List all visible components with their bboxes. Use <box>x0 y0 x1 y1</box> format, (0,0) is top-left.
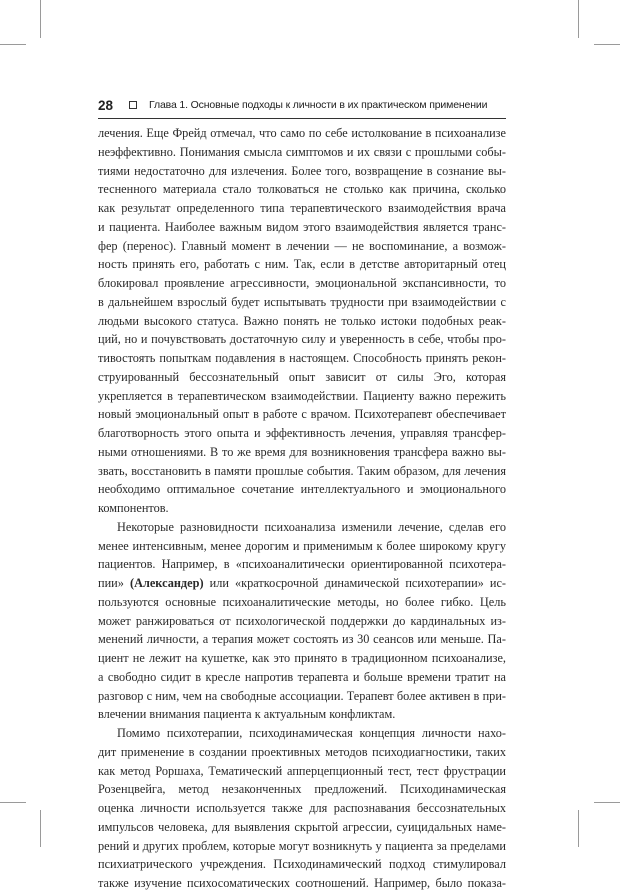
text-line: также изучение психосоматических соотношений. Например, было показа- <box>98 876 506 890</box>
text-line: фер (перенос). Главный момент в лечении — не воспоминание, а возмож- <box>98 238 506 253</box>
text-line: в дальнейшем взрослый будет испытывать трудности при взаимодействии с <box>98 294 506 309</box>
text-line: необходимо оптимальное сочетание интеллектуального и эмоционального <box>98 482 506 497</box>
crop-mark <box>40 0 41 38</box>
crop-mark <box>594 44 620 45</box>
text-line: влечении внимания пациента к актуальным конфликтам. <box>98 707 396 722</box>
text-line: тивостоять попыткам подавления в настоящем. Способность принять рекон- <box>98 351 506 365</box>
text-line: тесненного материала стало толковаться не столько как причина, сколько <box>98 182 506 197</box>
crop-mark <box>578 0 579 38</box>
body-text <box>98 124 506 893</box>
crop-mark <box>578 810 579 847</box>
crop-mark <box>594 802 620 803</box>
paragraph-1 <box>98 124 506 518</box>
square-bullet-icon <box>129 101 137 109</box>
text-line: ными отношениями. В то же время для возникновения трансфера важно вы- <box>98 444 506 459</box>
crop-mark <box>40 810 41 847</box>
text-line: а свободно сидит в кресле напротив терапевта и больше времени тратит на <box>98 669 506 684</box>
text-line: менений личности, а терапия может состоять из 30 сеансов или меньше. Па- <box>98 632 506 647</box>
text-line: укрепляется в терапевтическом взаимодействии. Пациенту важно пережить <box>98 388 506 403</box>
text-line: людьми высокого статуса. Важно понять не только истоки подобных реак- <box>98 313 506 328</box>
header-rule <box>98 118 506 119</box>
text-line: менее интенсивным, менее дорогим и применимым к более широкому кругу <box>98 538 506 553</box>
text-line: компонентов. <box>98 501 169 515</box>
text-line: как результат определенного типа терапевтического взаимодействия врача <box>98 201 506 215</box>
text-line: лечения. Еще Фрейд отмечал, что само по себе истолкование в психоанализе <box>98 126 506 140</box>
text-line: разговор с ним, чем на свободные ассоциации. Терапевт более активен в при- <box>98 688 506 703</box>
crop-mark <box>0 44 26 45</box>
text-line: звать, восстановить в памяти прошлые события. Таким образом, для лечения <box>98 463 506 478</box>
chapter-title: Глава 1. Основные подходы к личности в их практическом применении <box>149 99 488 111</box>
text-line: струированный бессознательный опыт зависит от силы Эго, которая <box>98 369 506 384</box>
text-line: блокировал проявление агрессивности, эмоциональной экспансивности, то <box>98 276 506 290</box>
text-line <box>98 574 506 593</box>
text-line: новый эмоциональный опыт в работе с врачом. Психотерапевт обеспечивает <box>98 407 506 422</box>
text-line: и пациента. Наиболее важным видом этого взаимодействия является транс- <box>98 219 506 234</box>
page-number: 28 <box>98 97 114 113</box>
text-line: неэффективно. Понимания смысла симптомов и их связи с прошлыми собы- <box>98 144 506 159</box>
text-line: рений и других проблем, которые могут возникнуть у пациента за пределами <box>98 838 506 853</box>
text-line: пользуются основные психоаналитические методы, но более гибко. Цель <box>98 594 506 609</box>
text-line: Некоторые разновидности психоанализа изменили лечение, сделав его <box>117 519 506 534</box>
text-line: пациентов. Например, в «психоаналитически ориентированной психотера- <box>98 557 506 572</box>
text-line: оценка личности используется также для распознавания бессознательных <box>98 801 506 815</box>
text-line: циент не лежит на кушетке, как это принято в традиционном психоанализе, <box>98 651 506 665</box>
text-line: благотворность этого опыта и эффективность лечения, управляя трансфер- <box>98 426 506 440</box>
text-line: дит применение в создании проективных методов психодиагностики, таких <box>98 744 506 759</box>
text-line: Розенцвейга, метод незаконченных предложений. Психодинамическая <box>98 782 506 797</box>
author-reference: (Александер) <box>129 576 204 590</box>
text-line: как метод Роршаха, Тематический апперцепционный тест, тест фрустрации <box>98 763 506 778</box>
text-line: может ранжироваться от психологической поддержки до кардинальных из- <box>98 613 506 628</box>
text-line: психиатрического учреждения. Психодинамический подход стимулировал <box>98 857 506 872</box>
text-run: или «краткосрочной динамической психотерапии» ис- <box>203 576 507 590</box>
paragraph-2 <box>98 518 506 724</box>
text-line: импульсов человека, для выявления скрытой агрессии, суицидальных наме- <box>98 819 506 834</box>
running-header <box>98 93 506 117</box>
crop-mark <box>0 802 26 803</box>
text-line: Помимо психотерапии, психодинамическая концепция личности нахо- <box>117 726 506 740</box>
text-line: ций, но и почувствовать достаточную силу и уверенность в себе, чтобы про- <box>98 332 506 347</box>
text-run: пии» <box>98 576 130 590</box>
paragraph-3 <box>98 724 506 893</box>
text-line: тиями недостаточно для излечения. Более того, возвращение в сознание вы- <box>98 163 506 178</box>
text-line: ность принять его, работать с ним. Так, если в детстве авторитарный отец <box>98 257 506 272</box>
